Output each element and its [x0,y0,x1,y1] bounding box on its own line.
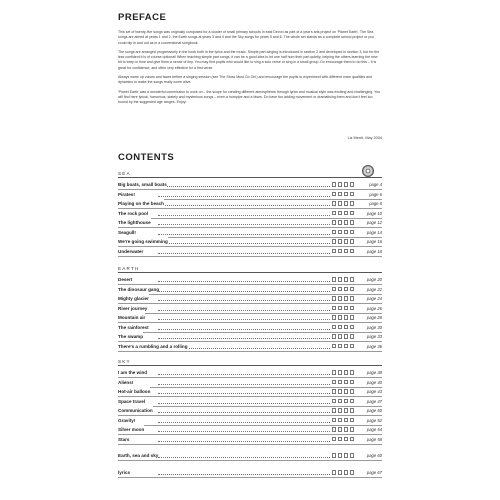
toc-entry-title: The dinosaur gang [118,286,160,292]
toc-entry-page: page 52 [366,417,382,423]
track-box [344,201,348,206]
track-box [350,334,354,339]
contents-heading: CONTENTS [118,152,175,163]
toc-entry-title: lyrics [118,470,131,475]
track-checkboxes [332,287,358,292]
section-heading-sea [118,169,382,178]
toc-entry-page: page 12 [366,220,382,225]
toc-entry-title: Mighty glacier [118,296,149,301]
leader-dots [158,421,330,423]
track-checkboxes [332,453,358,458]
toc-entry [118,342,382,352]
track-box [350,389,354,394]
leader-dots [158,373,330,375]
toc-entry-title: Gravity! [118,417,136,423]
track-box [350,277,354,282]
toc-entry-page: page 4 [369,182,382,187]
track-box [350,192,354,197]
track-box [338,408,342,413]
toc-entry [118,228,382,238]
track-box [344,296,348,301]
toc-entry-page: page 38 [366,370,382,375]
preface-signoff: Liz Merrit, May 2004 [347,136,382,140]
track-box [344,380,348,385]
track-box [332,211,336,216]
track-box [332,437,336,442]
track-box [332,287,336,292]
track-box [338,427,342,432]
toc-entry-page: page 40 [366,379,382,385]
toc-entry [118,378,382,388]
track-box [344,427,348,432]
leader-dots [158,473,330,475]
track-box [338,230,342,235]
track-box [332,230,336,235]
track-box [332,315,336,320]
track-box [344,470,348,475]
toc-entry-title: Earth, sea and sky [118,453,159,458]
toc-entry-title: Stars [118,436,130,442]
leader-dots [158,233,330,235]
track-box [344,370,348,375]
track-box [350,182,354,187]
track-box [350,211,354,216]
track-box [332,408,336,413]
toc-entry [118,247,382,257]
track-box [344,277,348,282]
toc-entry [118,304,382,314]
preface-paragraph: The songs are arranged progressively in the book both in the lyrics and the music. Simple part-singing is introduced in section 2 and developed in section 3, but for the less confident it is of course optional! When teaching simple part songs, it can be a good idea to let one half hum their part quietly, helping the others learning the new bit to keep in time and give them a sense of key. You may find pupils who would like to sing a solo verse or sing in a small group. Do encourage them to do this – it is great for confidence, and often very effective for a first verse. [118,49,380,70]
track-box [350,344,354,349]
track-checkboxes [332,470,358,475]
track-checkboxes [332,325,358,330]
track-checkboxes [332,306,358,311]
toc-entry-page: page 47 [366,398,382,404]
track-checkboxes [332,220,358,225]
track-checkboxes [332,334,358,339]
track-box [344,418,348,423]
track-box [350,408,354,413]
toc-entry-title: Seagull! [118,229,136,235]
toc-entry-page: page 14 [366,229,382,235]
track-box [338,389,342,394]
track-box [332,325,336,330]
track-box [332,239,336,244]
track-box [344,249,348,254]
track-box [338,380,342,385]
toc-entry-title: Pirates! [118,191,135,197]
track-box [332,453,336,458]
toc-entry [118,416,382,426]
leader-dots [158,402,330,404]
toc-entry [118,397,382,407]
track-box [344,220,348,225]
track-box [338,182,342,187]
leader-dots [158,185,330,187]
toc-entry-title: Big boats, small boats [118,182,167,187]
toc-entry [118,435,382,445]
track-box [344,437,348,442]
toc-entry-page: page 58 [366,436,382,442]
track-box [332,344,336,349]
toc-entry [118,190,382,200]
track-box [332,418,336,423]
track-box [350,201,354,206]
toc-entry [118,275,382,285]
track-checkboxes [332,389,358,394]
toc-entry [118,285,382,295]
track-checkboxes [332,418,358,423]
track-checkboxes [332,427,358,432]
toc-entry-title: Aliens! [118,379,134,385]
track-box [338,399,342,404]
track-box [338,315,342,320]
track-box [332,182,336,187]
track-checkboxes [332,211,358,216]
track-box [332,380,336,385]
toc-entry-title: There's a rumbling and a rolling [118,343,188,349]
toc-entry-title: Communication [118,408,153,413]
track-box [350,380,354,385]
track-box [338,437,342,442]
leader-dots [158,456,330,458]
section-heading-label: EARTH [118,266,140,271]
leader-dots [158,383,330,385]
track-box [338,470,342,475]
track-checkboxes [332,315,358,320]
track-box [344,453,348,458]
leader-dots [158,252,330,254]
leader-dots [158,242,330,244]
section-heading-label: SKY [118,359,131,364]
leader-dots [158,337,330,339]
toc-entry [118,294,382,304]
track-box [344,182,348,187]
track-box [338,306,342,311]
track-box [332,277,336,282]
track-checkboxes [332,182,358,187]
track-box [344,399,348,404]
track-checkboxes [332,277,358,282]
toc-entry [118,387,382,397]
track-checkboxes [332,296,358,301]
leader-dots [158,411,330,413]
track-box [344,315,348,320]
track-box [332,249,336,254]
preface-paragraph: 'Planet Earth' was a wonderful commission to work on – the scope for creating different atmospheres through lyrics and musical style was exciting and challenging. You will find here lyrical, humorous, stately and mysterious songs – even a hornpipe and a blues. Do have fun adding movement or dramatising them and don't feel too bound by the suggested age ranges. Enjoy! [118,89,381,105]
toc-entry-page: page 24 [366,296,382,301]
toc-entry-page: page 6 [369,191,382,197]
section-heading-earth [118,264,382,273]
toc-entry-page: page 8 [369,201,382,206]
track-box [338,334,342,339]
leader-dots [158,195,330,197]
track-box [350,453,354,458]
track-checkboxes [332,249,358,254]
track-box [350,370,354,375]
track-box [350,287,354,292]
toc-entry-title: The swamp [118,334,144,339]
toc-entry-page: page 33 [366,334,382,339]
toc-entry-title: Hot-air balloon [118,389,151,394]
track-box [338,344,342,349]
track-box [338,220,342,225]
track-box [338,453,342,458]
track-checkboxes [332,344,358,349]
toc-entry [118,468,382,478]
track-box [338,277,342,282]
track-box [338,370,342,375]
toc-entry-page: page 20 [366,277,382,282]
toc-entry-title: I am the wind [118,370,148,375]
toc-entry [118,199,382,209]
track-box [344,408,348,413]
track-box [350,437,354,442]
toc-entry-page: page 36 [366,343,382,349]
leader-dots [158,318,330,320]
track-checkboxes [332,192,358,197]
leader-dots [158,280,330,282]
toc-entry-page: page 18 [366,248,382,254]
toc-entry-page: page 22 [366,286,382,292]
track-box [344,230,348,235]
track-box [338,296,342,301]
track-box [350,239,354,244]
track-box [350,418,354,423]
track-box [350,230,354,235]
track-box [350,249,354,254]
toc-entry-title: Silver moon [118,427,145,432]
track-box [350,296,354,301]
track-box [338,287,342,292]
track-box [338,249,342,254]
track-box [350,325,354,330]
toc-entry [118,368,382,378]
leader-dots [158,223,330,225]
leader-dots [158,430,330,432]
track-box [338,239,342,244]
track-box [344,334,348,339]
toc-entry-title: Desert [118,277,133,282]
toc-entry-title: We're going swimming [118,239,168,244]
track-checkboxes [332,370,358,375]
leader-dots [158,299,330,301]
leader-dots [158,328,330,330]
track-box [344,287,348,292]
track-box [338,192,342,197]
toc-entry [118,425,382,435]
leader-dots [158,204,330,206]
track-box [344,344,348,349]
track-checkboxes [332,399,358,404]
track-box [350,399,354,404]
toc-entry-title: Space travel [118,398,146,404]
toc-entry-title: River journey [118,305,148,311]
section-heading-label: SEA [118,171,131,176]
toc-entry-page: page 67 [366,470,382,475]
toc-entry [118,313,382,323]
section-heading-sky [118,357,382,366]
toc-entry-page: page 60 [366,453,382,458]
leader-dots [158,214,330,216]
toc-entry-title: The rainforest [118,324,149,330]
toc-entry-title: Mountain air [118,315,146,320]
track-box [350,315,354,320]
track-box [332,399,336,404]
track-box [332,470,336,475]
toc-entry-title: The rock pool [118,210,149,216]
toc-entry-page: page 26 [366,305,382,311]
toc-entry-page: page 50 [366,408,382,413]
track-checkboxes [332,380,358,385]
track-box [332,296,336,301]
toc-entry [118,237,382,247]
track-box [344,211,348,216]
track-box [344,192,348,197]
leader-dots [158,440,330,442]
track-box [344,239,348,244]
leader-dots [158,309,330,311]
toc-entry [118,323,382,333]
leader-dots [158,290,330,292]
cd-icon [362,165,374,177]
track-box [344,325,348,330]
toc-entry [118,180,382,190]
track-box [350,220,354,225]
toc-entry [118,332,382,342]
track-box [332,220,336,225]
toc-entry-title: The lighthouse [118,220,151,225]
preface-body [118,30,382,110]
track-box [332,306,336,311]
toc-entry-page: page 54 [366,427,382,432]
track-box [344,306,348,311]
leader-dots [158,392,330,394]
toc-entry [118,451,382,461]
track-checkboxes [332,437,358,442]
toc-entry [118,209,382,219]
track-box [332,201,336,206]
toc-entry [118,406,382,416]
track-box [332,192,336,197]
toc-entry-page: page 43 [366,389,382,394]
track-box [338,418,342,423]
preface-paragraph: This set of twenty-five songs was originally composed for a cluster of small primary schools in east Devon as part of a year's arts project on 'Planet Earth'. The Sea songs are aimed at years 1 and 2, the Earth songs at years 3 and 4 and the Sky songs for years 5 and 6. The whole set stands as a complete school project or you could dip in and out as in a conventional songbook. [118,30,374,45]
track-box [350,470,354,475]
toc-entry-page: page 16 [366,239,382,244]
track-box [332,370,336,375]
toc-entry [118,218,382,228]
track-box [338,325,342,330]
track-box [332,427,336,432]
toc-entry-title: Underwater [118,248,144,254]
toc-entry-page: page 10 [366,210,382,216]
track-box [350,427,354,432]
toc-entry-page: page 28 [366,315,382,320]
track-box [344,389,348,394]
preface-paragraph: Always warm up voices and faces before a singing session (see The Show Must Go On!) and encourage the pupils to experiment with different voice qualities and dynamics to make the songs really come alive. [118,75,373,85]
toc-entry-title: Playing on the beach [118,201,164,206]
track-box [332,334,336,339]
track-checkboxes [332,201,358,206]
track-box [350,306,354,311]
track-box [332,389,336,394]
track-checkboxes [332,408,358,413]
track-checkboxes [332,239,358,244]
toc-entry-page: page 30 [366,324,382,330]
preface-heading: PREFACE [118,12,167,23]
track-box [338,211,342,216]
track-box [338,201,342,206]
track-checkboxes [332,230,358,235]
